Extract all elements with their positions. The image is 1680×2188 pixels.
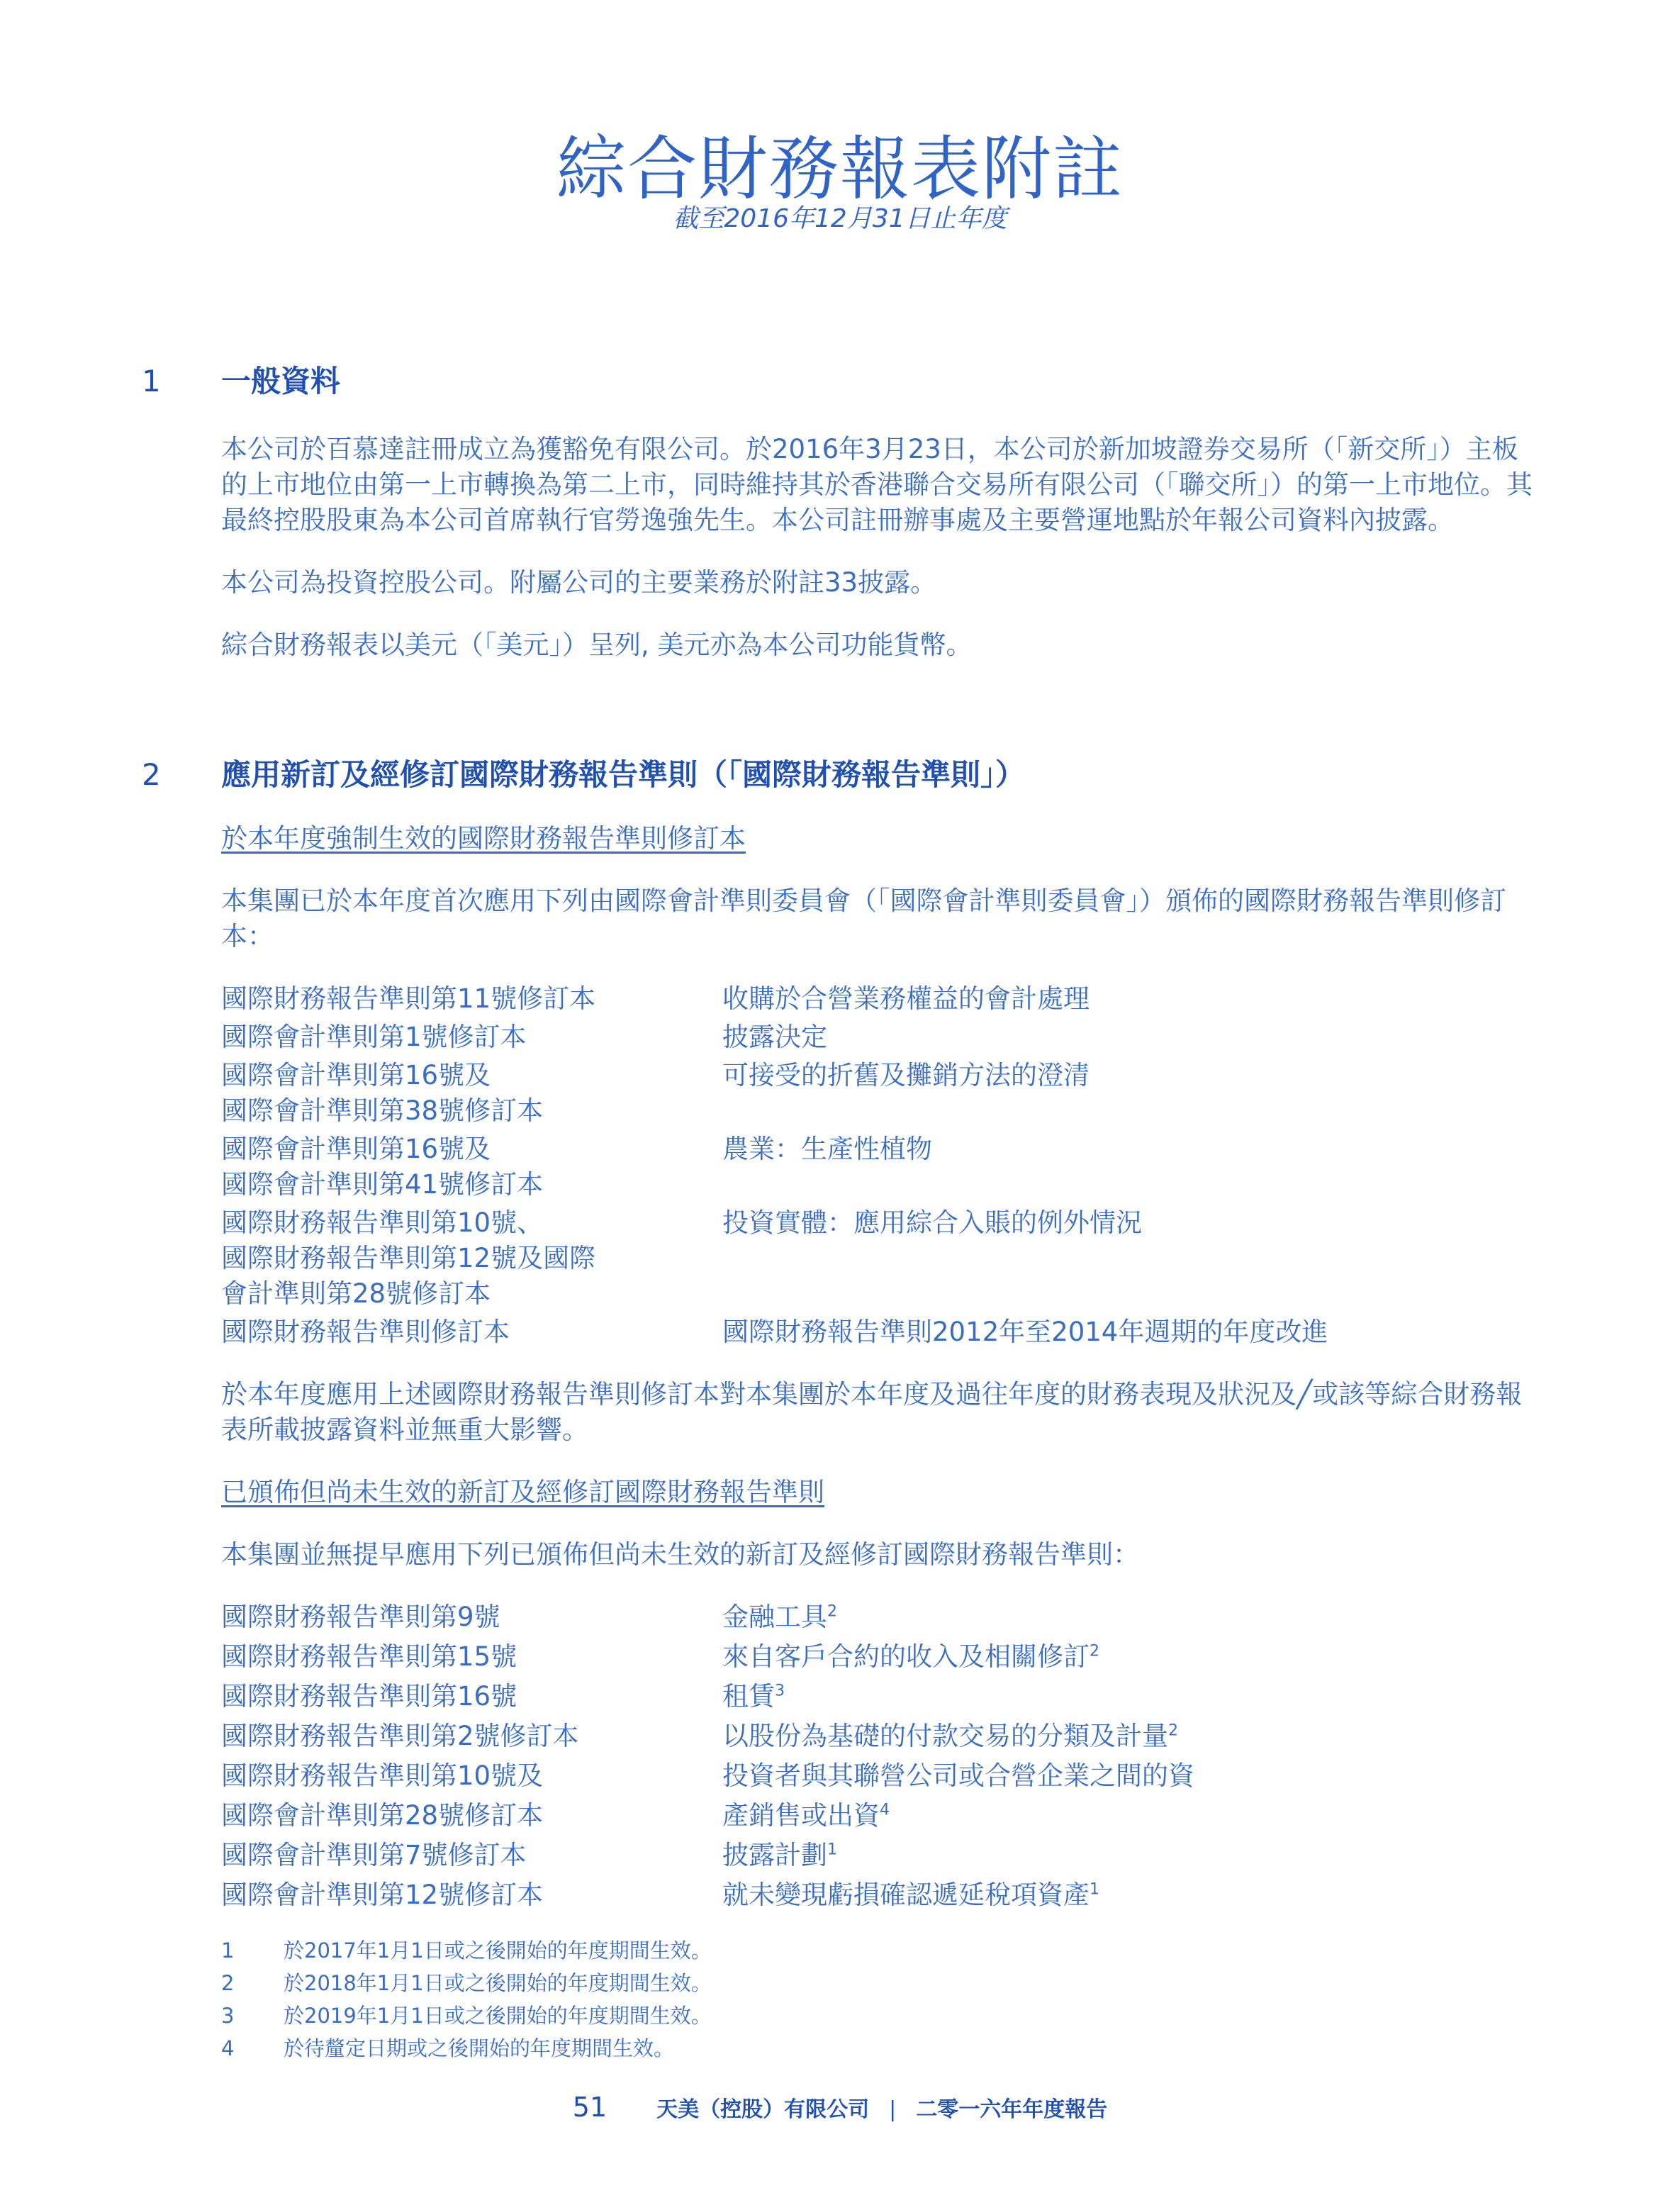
footnote-ref: 3: [775, 1682, 785, 1700]
page-number: 51: [572, 2092, 607, 2123]
footnote-ref: 1: [1090, 1880, 1099, 1899]
section-1-heading: [142, 358, 1538, 401]
standard-description: 金融工具$^2$: [722, 1602, 837, 1632]
company-name: 天美（控股）有限公司: [656, 2097, 870, 2122]
subheading-mandatory: 於本年度強制生效的國際財務報告準則修訂本: [221, 823, 746, 854]
section-number: 1: [142, 364, 161, 398]
standard-description: 產銷售或出資$^4$: [722, 1800, 890, 1831]
standard-description: 就未變現虧損確認遞延稅項資產$^1$: [722, 1880, 1099, 1910]
standard-description: 披露決定: [722, 1022, 827, 1052]
footnote-ref: 4: [880, 1801, 890, 1819]
footnote-ref: 1: [827, 1841, 837, 1859]
paragraph: 本公司於百慕達註冊成立為獲豁免有限公司。於2016年3月23日，本公司於新加坡證券交易所（「新交所」）主板的上市地位由第一上市轉換為第二上市，同時維持其於香港聯合交易所有限公司（「聯交所」）的第一上市地位。其最終控股股東為本公司首席執行官勞逸強先生。本公司註冊辦事處及主要營運地點於年報公司資料內披露。: [221, 434, 1533, 535]
standard-description: 收購於合營業務權益的會計處理: [722, 983, 1090, 1014]
footnote: 1 於2017年1月1日或之後開始的年度期間生效。: [221, 1938, 712, 1963]
footnote: 2 於2018年1月1日或之後開始的年度期間生效。: [221, 1971, 712, 1995]
section-number: 2: [142, 757, 161, 792]
page-subtitle: 截至2016年12月31日止年度: [673, 204, 1007, 233]
paragraph: 綜合財務報表以美元（「美元」）呈列, 美元亦為本公司功能貨幣。: [221, 630, 973, 660]
standard-name: 國際財務報告準則第10號及: [221, 1760, 544, 1791]
standard-name: 國際財務報告準則第16號: [221, 1681, 517, 1712]
section-2-heading: [142, 752, 1538, 794]
standard-name: 國際會計準則第16號及 國際會計準則第38號修訂本: [221, 1060, 544, 1126]
standard-description: 國際財務報告準則2012年至2014年週期的年度改進: [722, 1317, 1328, 1347]
standard-description: 投資實體：應用綜合入賬的例外情況: [722, 1207, 1142, 1238]
standard-name: 國際財務報告準則第9號: [221, 1602, 500, 1632]
standard-name: 國際財務報告準則第2號修訂本: [221, 1721, 579, 1751]
footnote: 4 於待釐定日期或之後開始的年度期間生效。: [221, 2036, 675, 2060]
standards-table-applied: [221, 981, 1538, 1350]
intro-mandatory: 本集團已於本年度首次應用下列由國際會計準則委員會（「國際會計準則委員會」）頒佈的國際財務報告準則修訂本：: [221, 886, 1506, 951]
standard-name: 國際會計準則第16號及 國際會計準則第41號修訂本: [221, 1134, 544, 1200]
footnote-ref: 2: [1090, 1642, 1099, 1660]
conclusion-paragraph: 於本年度應用上述國際財務報告準則修訂本對本集團於本年度及過往年度的財務表現及狀況及╱或該等綜合財務報表所載披露資料並無重大影響。: [221, 1379, 1523, 1445]
section-title: 應用新訂及經修訂國際財務報告準則（「國際財務報告準則」）: [221, 757, 1026, 792]
standard-description: 披露計劃$^1$: [722, 1840, 837, 1870]
standard-name: 國際財務報告準則第10號、 國際財務報告準則第12號及國際 會計準則第28號修訂本: [221, 1207, 596, 1309]
footnote: 3 於2019年1月1日或之後開始的年度期間生效。: [221, 2004, 712, 2028]
standard-name: 國際會計準則第12號修訂本: [221, 1880, 544, 1910]
page-title: 綜合財務報表附註: [556, 129, 1124, 210]
standard-description: 投資者與其聯營公司或合營企業之間的資: [722, 1760, 1194, 1791]
standard-name: 國際會計準則第28號修訂本: [221, 1800, 544, 1831]
standard-description: 以股份為基礎的付款交易的分類及計量$^2$: [722, 1721, 1178, 1751]
standard-description: 租賃$^3$: [722, 1681, 785, 1712]
standard-name: 國際會計準則第1號修訂本: [221, 1022, 527, 1052]
standard-name: 國際財務報告準則修訂本: [221, 1317, 510, 1347]
standards-table-pending: [221, 1600, 1538, 1913]
standard-name: 國際會計準則第7號修訂本: [221, 1840, 527, 1870]
report-name: 二零一六年年度報告: [916, 2097, 1108, 2122]
page-footer: [0, 2092, 1680, 2123]
paragraph: 本公司為投資控股公司。附屬公司的主要業務於附註33披露。: [221, 567, 937, 598]
section-ifrs-amendments: [142, 752, 1538, 2065]
section-title: 一般資料: [221, 364, 341, 398]
footnote-ref: 2: [1168, 1721, 1178, 1740]
section-general-information: [142, 358, 1538, 690]
footnotes: [221, 1934, 1538, 2065]
standard-description: 農業：生產性植物: [722, 1134, 932, 1164]
standard-name: 國際財務報告準則第15號: [221, 1641, 517, 1672]
standard-name: 國際財務報告準則第11號修訂本: [221, 983, 596, 1014]
standard-description: 可接受的折舊及攤銷方法的澄清: [722, 1060, 1090, 1090]
intro-not-yet-effective: 本集團並無提早應用下列已頒佈但尚未生效的新訂及經修訂國際財務報告準則：: [221, 1539, 1139, 1570]
footer-separator: |: [889, 2097, 897, 2122]
footnote-ref: 2: [827, 1602, 837, 1621]
subheading-not-yet-effective: 已頒佈但尚未生效的新訂及經修訂國際財務報告準則: [221, 1477, 824, 1507]
standard-description: 來自客戶合約的收入及相關修訂$^2$: [722, 1641, 1099, 1672]
